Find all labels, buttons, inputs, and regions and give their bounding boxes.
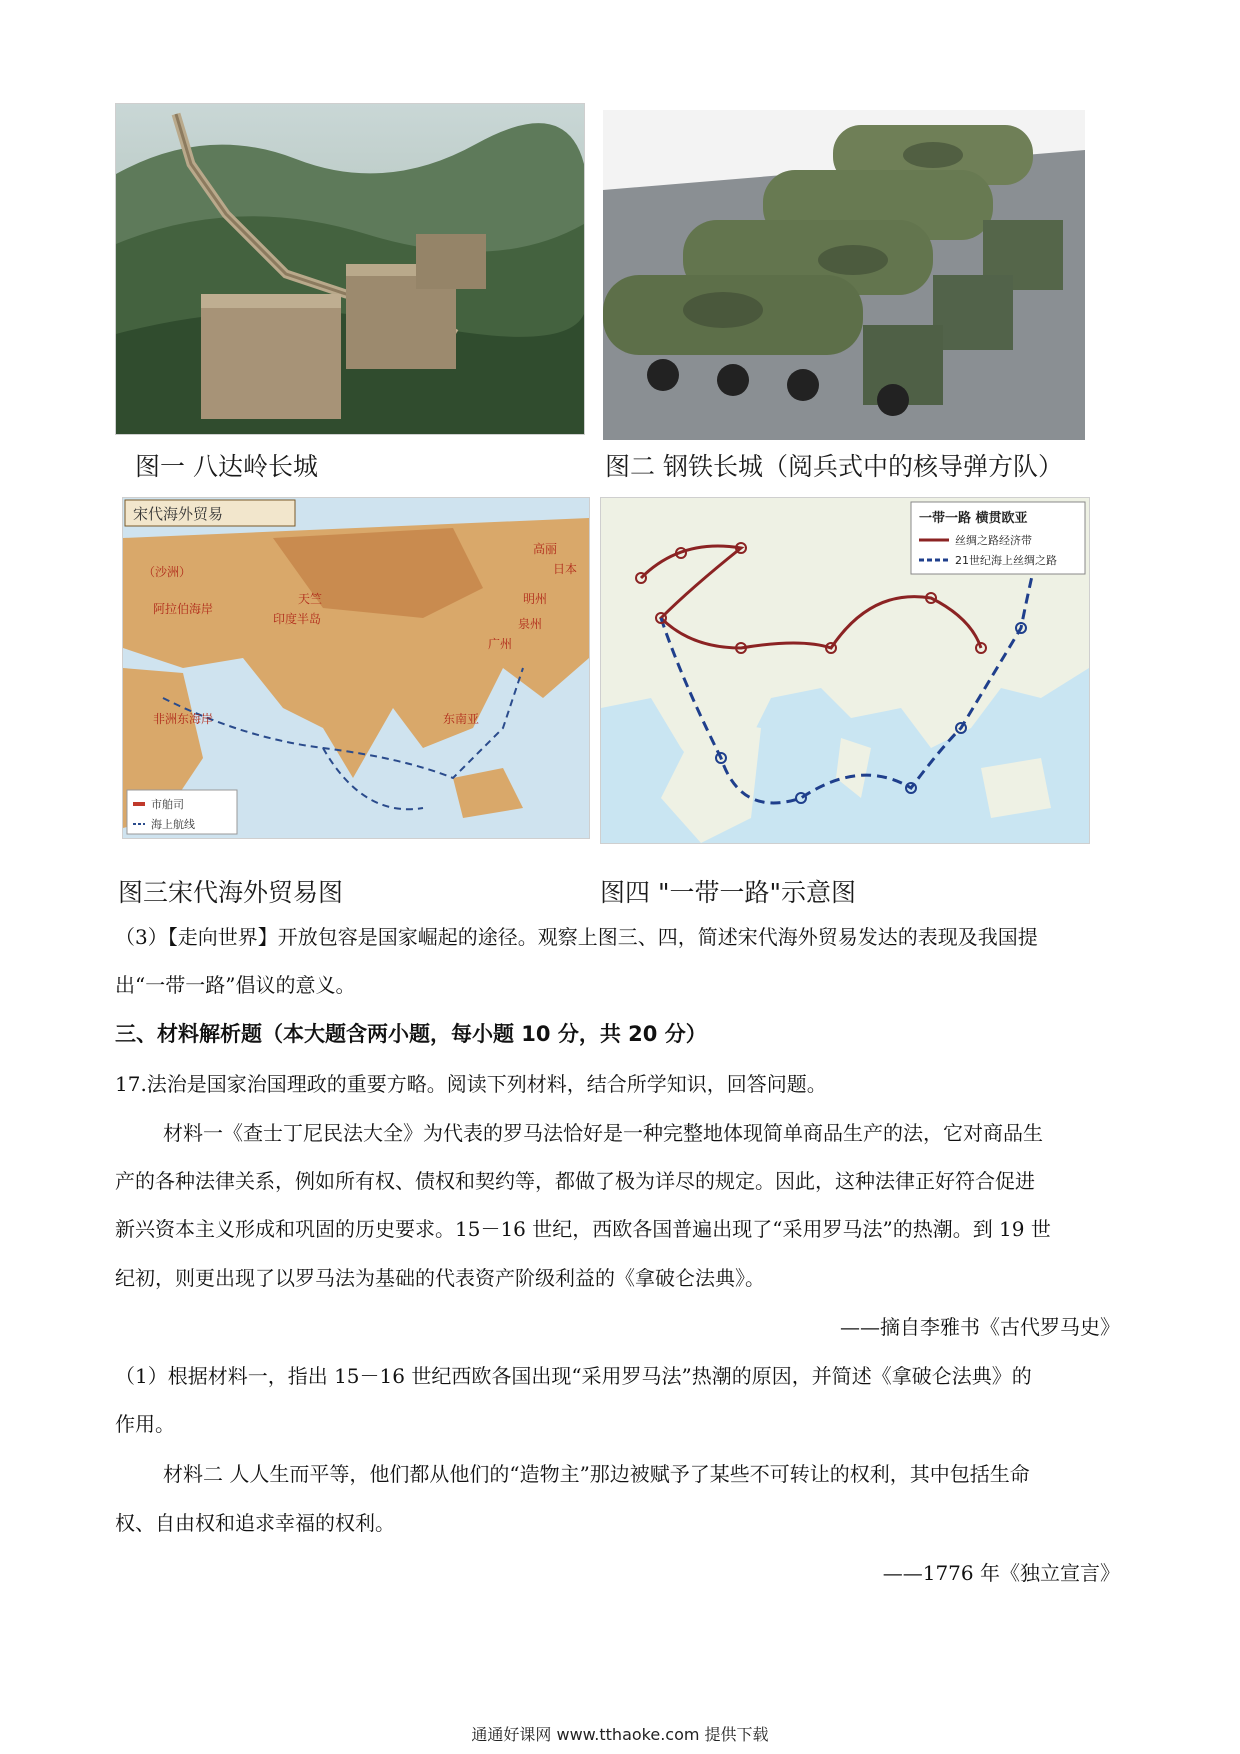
map-label: 印度半岛 bbox=[273, 612, 322, 626]
map-label: 日本 bbox=[553, 562, 578, 576]
song-map-title: 宋代海外贸易 bbox=[133, 505, 224, 523]
map-label: 广州 bbox=[488, 637, 513, 651]
map-label: 阿拉伯海岸 bbox=[153, 602, 214, 616]
figure-3-caption: 图三宋代海外贸易图 bbox=[118, 878, 344, 907]
great-wall-photo bbox=[116, 104, 584, 434]
section-3-heading: 三、材料解析题（本大题含两小题，每小题 10 分，共 20 分） bbox=[115, 1022, 707, 1046]
legend-item-1: 市舶司 bbox=[151, 798, 184, 811]
question-17-intro: 17.法治是国家治国理政的重要方略。阅读下列材料，结合所学知识，回答问题。 bbox=[115, 1072, 827, 1096]
material-1-source: ——摘自李雅书《古代罗马史》 bbox=[840, 1315, 1120, 1339]
question-3-line-1: （3）【走向世界】开放包容是国家崛起的途径。观察上图三、四，简述宋代海外贸易发达的表现及我国提 bbox=[115, 925, 1038, 949]
figure-song-trade-map bbox=[122, 497, 590, 839]
map-label: 非洲东海岸 bbox=[153, 712, 214, 726]
belt-road-map bbox=[601, 498, 1089, 843]
figure-belt-and-road-map bbox=[600, 497, 1090, 844]
figure-badaling-great-wall bbox=[115, 103, 585, 435]
map-label: （沙洲） bbox=[143, 565, 192, 579]
material-2-line-2: 权、自由权和追求幸福的权利。 bbox=[115, 1511, 395, 1535]
question-3-line-2: 出“一带一路”倡议的意义。 bbox=[115, 973, 356, 997]
legend-maritime: 21世纪海上丝绸之路 bbox=[955, 554, 1057, 567]
legend-item-2: 海上航线 bbox=[151, 818, 195, 831]
material-2-line-1: 材料二 人人生而平等，他们都从他们的“造物主”那边被赋予了某些不可转让的权利，其中包括生命 bbox=[163, 1462, 1030, 1486]
sub-question-1-line-2: 作用。 bbox=[115, 1412, 175, 1436]
map-label: 天竺 bbox=[298, 592, 323, 606]
material-1-line-2: 产的各种法律关系，例如所有权、债权和契约等，都做了极为详尽的规定。因此，这种法律正好符合促进 bbox=[115, 1169, 1035, 1193]
figure-1-caption: 图一 八达岭长城 bbox=[135, 452, 318, 481]
legend-silk-road: 丝绸之路经济带 bbox=[955, 534, 1032, 547]
material-1-line-3: 新兴资本主义形成和巩固的历史要求。15－16 世纪，西欧各国普遍出现了“采用罗马法”的热潮。到 19 世 bbox=[115, 1217, 1051, 1241]
material-2-source: ——1776 年《独立宣言》 bbox=[882, 1561, 1120, 1585]
map-label: 东南亚 bbox=[443, 712, 480, 726]
figure-4-caption: 图四 "一带一路"示意图 bbox=[600, 878, 856, 907]
figure-2-caption: 图二 钢铁长城（阅兵式中的核导弹方队） bbox=[605, 452, 1063, 481]
material-1-line-1: 材料一《查士丁尼民法大全》为代表的罗马法恰好是一种完整地体现简单商品生产的法，它对商品生 bbox=[163, 1121, 1043, 1145]
map-label: 泉州 bbox=[518, 617, 543, 631]
figure-missile-parade bbox=[603, 110, 1085, 440]
map-label: 明州 bbox=[523, 592, 548, 606]
song-trade-map bbox=[123, 498, 589, 838]
page-footer: 通通好课网 www.tthaoke.com 提供下载 bbox=[471, 1725, 769, 1744]
material-1-line-4: 纪初，则更出现了以罗马法为基础的代表资产阶级利益的《拿破仑法典》。 bbox=[115, 1266, 765, 1290]
map-label: 高丽 bbox=[533, 542, 558, 556]
missile-parade-photo bbox=[603, 110, 1085, 440]
belt-road-map-title: 一带一路 横贯欧亚 bbox=[919, 511, 1028, 526]
sub-question-1-line-1: （1）根据材料一，指出 15－16 世纪西欧各国出现“采用罗马法”热潮的原因，并简述《拿破仑法典》的 bbox=[115, 1364, 1032, 1388]
